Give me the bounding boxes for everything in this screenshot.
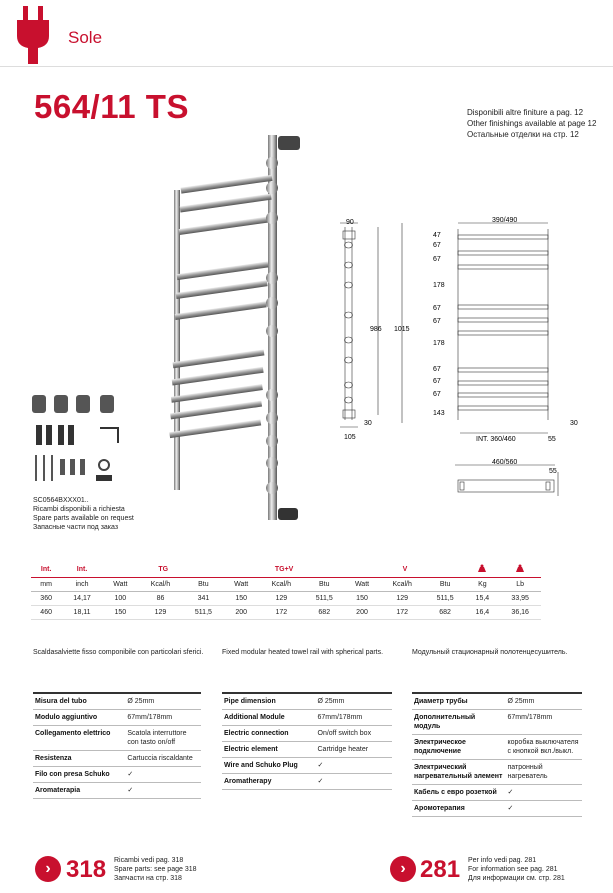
front-spacing-dim: 67 (433, 318, 441, 325)
info-page-note (468, 856, 565, 883)
col-tgv: TG+V (224, 563, 345, 577)
model-title: 564/11 TS (34, 88, 189, 125)
side-view-drawing (330, 215, 420, 445)
description-ru: Модульный стационарный полотенцесушитель. (412, 649, 568, 656)
feature-key: Collegamento elettrico (33, 726, 125, 751)
table-cell: 15,4 (465, 591, 499, 605)
table-cell: 682 (425, 605, 466, 619)
feature-key: Aromatherapy (222, 774, 316, 790)
plug-icon (14, 6, 52, 64)
front-spacing-dim: 67 (433, 391, 441, 398)
rail-bar (176, 280, 268, 299)
side-sphere (345, 357, 353, 363)
front-foot1-dim: 55 (548, 436, 556, 443)
rail-sphere (266, 157, 278, 169)
info-page-number[interactable]: 281 (420, 856, 461, 883)
front-bar (458, 305, 548, 309)
feature-value: ✓ (316, 758, 393, 774)
feature-value: ✓ (316, 774, 393, 790)
rail-sphere (266, 482, 278, 494)
feature-row (33, 726, 201, 751)
rail-bar (172, 367, 264, 386)
feature-value: Ø 25mm (316, 693, 393, 710)
feature-row (412, 801, 582, 817)
feature-row (222, 774, 392, 790)
unit-cell: Watt (224, 577, 259, 591)
page-link-arrow-icon[interactable]: › (35, 856, 61, 882)
rail-sphere (266, 182, 278, 194)
footer-left-line: Ricambi vedi pag. 318 (114, 857, 184, 864)
footer-right-line: Per info vedi pag. 281 (468, 857, 537, 864)
feature-row (222, 758, 392, 774)
front-spacing-dim: 67 (433, 256, 441, 263)
feature-row (412, 693, 582, 710)
front-spacing-dim: 67 (433, 366, 441, 373)
header-title: Sole (68, 28, 103, 47)
finish-note-ru: Остальные отделки на стр. 12 (467, 130, 579, 139)
side-foot-dim: 30 (364, 420, 372, 427)
rail-bar (169, 419, 261, 438)
feature-row (222, 726, 392, 742)
spare-note-ru: Запасные части под заказ (33, 524, 119, 531)
rail-bar (170, 401, 262, 420)
table-cell: 360 (31, 591, 61, 605)
rail-sphere (266, 325, 278, 337)
feature-value: ✓ (506, 801, 583, 817)
top-width-dim: 460/560 (492, 459, 518, 466)
table-cell: 36,16 (499, 605, 541, 619)
unit-cell: Lb (499, 577, 541, 591)
feature-row (222, 742, 392, 758)
feature-value: Cartridge heater (316, 742, 393, 758)
table-cell: 511,5 (425, 591, 466, 605)
front-spacing-dim: 67 (433, 305, 441, 312)
rail-sphere (266, 457, 278, 469)
feature-value: коробка выключателя с кнопкой вкл./выкл. (506, 735, 583, 760)
front-bar (458, 381, 548, 385)
feature-row (33, 751, 201, 767)
feature-key: Аромотерапия (412, 801, 506, 817)
unit-cell: Kcal/h (380, 577, 425, 591)
feature-row (412, 785, 582, 801)
feature-key: Диаметр трубы (412, 693, 506, 710)
feature-value: Cartuccia riscaldante (125, 751, 201, 767)
table-cell: 14,17 (61, 591, 103, 605)
rail-bar (180, 194, 272, 213)
table-cell: 16,4 (465, 605, 499, 619)
table-cell: 129 (138, 605, 183, 619)
side-sphere (345, 312, 353, 318)
front-bar (458, 265, 548, 269)
spare-note-en: Spare parts available on request (33, 515, 134, 522)
unit-cell: mm (31, 577, 61, 591)
side-sphere (345, 282, 353, 288)
description-en: Fixed modular heated towel rail with spherical parts. (222, 649, 384, 656)
rail-bar (175, 301, 267, 320)
table-cell: 172 (259, 605, 304, 619)
footer-right-line: Для информации см. стр. 281 (468, 875, 565, 882)
feature-key: Modulo aggiuntivo (33, 710, 125, 726)
feature-value: Ø 25mm (125, 693, 201, 710)
feature-key: Resistenza (33, 751, 125, 767)
feature-key: Кабель с евро розеткой (412, 785, 506, 801)
front-bar (458, 235, 548, 239)
table-cell: 172 (380, 605, 425, 619)
unit-cell: Btu (304, 577, 345, 591)
front-spacing-dim: 67 (433, 242, 441, 249)
feature-row (222, 710, 392, 726)
table-cell: 682 (304, 605, 345, 619)
table-cell: 33,95 (499, 591, 541, 605)
rail-bar (181, 175, 273, 194)
unit-cell: Kg (465, 577, 499, 591)
col-int-inch: Int. (61, 563, 103, 577)
side-bottom-dim: 105 (344, 434, 356, 441)
footer-right-line: For information see pag. 281 (468, 866, 558, 873)
feature-key: Wire and Schuko Plug (222, 758, 316, 774)
feature-value: On/off switch box (316, 726, 393, 742)
finish-note-it: Disponibili altre finiture a pag. 12 (467, 108, 584, 117)
table-cell: 129 (259, 591, 304, 605)
side-sphere (345, 337, 353, 343)
spec-table (31, 563, 541, 620)
front-bar (458, 251, 548, 255)
table-row (31, 605, 541, 619)
table-cell: 86 (138, 591, 183, 605)
feature-key: Electric element (222, 742, 316, 758)
feature-value: ✓ (125, 767, 201, 783)
weight-lb-icon (499, 563, 541, 577)
spare-code: SC0564BXXX01.. (33, 497, 89, 504)
rail-sphere (266, 297, 278, 309)
table-cell: 200 (224, 605, 259, 619)
feature-key: Filo con presa Schuko (33, 767, 125, 783)
unit-cell: inch (61, 577, 103, 591)
front-spacing-dim: 47 (433, 232, 441, 239)
table-row (31, 591, 541, 605)
front-view-drawing (430, 215, 590, 445)
feature-row (412, 735, 582, 760)
header-divider (0, 66, 613, 67)
front-bar (458, 393, 548, 397)
feature-row (222, 693, 392, 710)
front-int-dim: INT. 360/460 (476, 436, 516, 443)
front-spacing-dim: 143 (433, 410, 445, 417)
table-cell: 150 (224, 591, 259, 605)
table-cell: 460 (31, 605, 61, 619)
table-cell: 129 (380, 591, 425, 605)
table-cell: 200 (345, 605, 380, 619)
front-bar (458, 331, 548, 335)
feature-value: ✓ (506, 785, 583, 801)
weight-kg-icon (465, 563, 499, 577)
table-cell: 150 (345, 591, 380, 605)
spare-parts-image (30, 393, 125, 493)
col-v: V (345, 563, 466, 577)
top-depth-dim: 55 (549, 468, 557, 475)
front-bar (458, 368, 548, 372)
top-view-drawing (450, 458, 570, 503)
front-spacing-dim: 67 (433, 378, 441, 385)
unit-cell: Kcal/h (259, 577, 304, 591)
spare-parts-notes (33, 496, 134, 532)
col-int-mm: Int. (31, 563, 61, 577)
rail-sphere (266, 212, 278, 224)
unit-cell: Watt (103, 577, 138, 591)
feature-row (33, 710, 201, 726)
table-cell: 511,5 (183, 605, 224, 619)
feature-value: патронный нагреватель (506, 760, 583, 785)
front-width-dim: 390/490 (492, 217, 518, 224)
table-cell: 150 (103, 605, 138, 619)
rail-bar (172, 349, 264, 368)
feature-value: Ø 25mm (506, 693, 583, 710)
spare-page-number[interactable]: 318 (66, 856, 107, 883)
towel-rail-image (160, 130, 310, 530)
feature-value: 67mm/178mm (506, 710, 583, 735)
table-cell: 341 (183, 591, 224, 605)
table-cell: 18,11 (61, 605, 103, 619)
front-foot2-dim: 30 (570, 420, 578, 427)
side-sphere (345, 242, 353, 248)
feature-row (33, 767, 201, 783)
rail-sphere (266, 389, 278, 401)
spare-page-note (114, 856, 197, 883)
feature-key: Misura del tubo (33, 693, 125, 710)
unit-cell: Btu (425, 577, 466, 591)
side-height1-dim: 986 (370, 326, 382, 333)
footer-left-line: Запчасти на стр. 318 (114, 875, 182, 882)
feature-key: Pipe dimension (222, 693, 316, 710)
feature-row (33, 693, 201, 710)
unit-cell: Watt (345, 577, 380, 591)
side-sphere (345, 262, 353, 268)
rail-bar (171, 384, 263, 403)
feature-key: Electric connection (222, 726, 316, 742)
rail-sphere (266, 435, 278, 447)
spare-note-it: Ricambi disponibili a richiesta (33, 506, 125, 513)
description-it: Scaldasalviette fisso componibile con particolari sferici. (33, 649, 204, 656)
side-sphere (345, 382, 353, 388)
rail-bar (179, 216, 271, 235)
rail-bar (177, 261, 269, 280)
table-cell: 511,5 (304, 591, 345, 605)
feature-key: Электрическое подключение (412, 735, 506, 760)
front-spacing-dim: 178 (433, 282, 445, 289)
footer-left-line: Spare parts: see page 318 (114, 866, 197, 873)
finish-notes (467, 107, 596, 140)
feature-row (412, 760, 582, 785)
feature-row (33, 783, 201, 799)
features-table-ru (412, 692, 582, 817)
unit-cell: Kcal/h (138, 577, 183, 591)
finish-note-en: Other finishings available at page 12 (467, 119, 597, 128)
front-bar (458, 318, 548, 322)
features-table-it (33, 692, 201, 799)
feature-key: Additional Module (222, 710, 316, 726)
feature-key: Aromaterapia (33, 783, 125, 799)
feature-value: 67mm/178mm (316, 710, 393, 726)
feature-value: 67mm/178mm (125, 710, 201, 726)
unit-cell: Btu (183, 577, 224, 591)
rail-sphere (266, 412, 278, 424)
feature-key: Дополнительный модуль (412, 710, 506, 735)
side-height2-dim: 1015 (394, 326, 410, 333)
header (0, 0, 613, 70)
features-table-en (222, 692, 392, 790)
col-tg: TG (103, 563, 224, 577)
side-top-dim: 90 (346, 219, 354, 226)
rail-sphere (266, 272, 278, 284)
feature-value: ✓ (125, 783, 201, 799)
feature-value: Scatola interruttore con tasto on/off (125, 726, 201, 751)
front-bar (458, 406, 548, 410)
info-link-arrow-icon[interactable]: › (390, 856, 416, 882)
front-spacing-dim: 178 (433, 340, 445, 347)
feature-row (412, 710, 582, 735)
units-row (31, 577, 541, 591)
side-sphere (345, 397, 353, 403)
feature-key: Электрический нагревательный элемент (412, 760, 506, 785)
table-cell: 100 (103, 591, 138, 605)
